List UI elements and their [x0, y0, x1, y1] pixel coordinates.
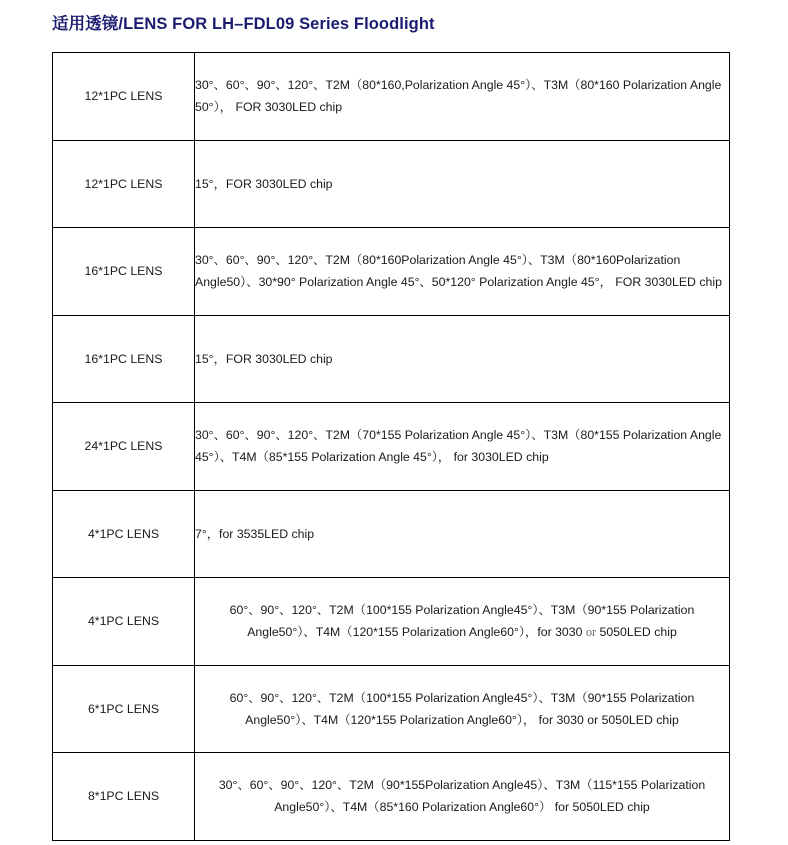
lens-description-cell: 30°、60°、90°、120°、T2M（80*160Polarization Angle 45°）、T3M（80*160Polarization Angle50）、30*90° Polarization Angle 45°、50*120° Polarization Angle 45°， FOR 3030LED chip: [195, 228, 730, 316]
lens-type-cell: 12*1PC LENS: [53, 140, 195, 228]
lens-description-cell: 30°、60°、90°、120°、T2M（90*155Polarization Angle45）、T3M（115*155 Polarization Angle50°）、T4M（85*160 Polarization Angle60°） for 5050LED chip: [195, 753, 730, 841]
table-row: [53, 665, 730, 753]
lens-description-cell: 15°，FOR 3030LED chip: [195, 315, 730, 403]
table-body: [53, 53, 730, 841]
lens-type-cell: 16*1PC LENS: [53, 315, 195, 403]
lens-description-cell: 30°、60°、90°、120°、T2M（70*155 Polarization Angle 45°）、T3M（80*155 Polarization Angle 45°）、T4M（85*155 Polarization Angle 45°）， for 3030LED chip: [195, 403, 730, 491]
table-row: [53, 53, 730, 141]
table-row: [53, 490, 730, 578]
table-row: [53, 315, 730, 403]
lens-type-cell: 4*1PC LENS: [53, 578, 195, 666]
table-row: [53, 228, 730, 316]
lens-type-cell: 6*1PC LENS: [53, 665, 195, 753]
lens-description-cell: 7°，for 3535LED chip: [195, 490, 730, 578]
lens-description-cell: 60°、90°、120°、T2M（100*155 Polarization Angle45°）、T3M（90*155 Polarization Angle50°）、T4M（120*155 Polarization Angle60°），for 3030 or 5050LED chip: [195, 578, 730, 666]
table-row: [53, 753, 730, 841]
lens-specification-table: [52, 52, 730, 841]
table-row: [53, 140, 730, 228]
lens-type-cell: 12*1PC LENS: [53, 53, 195, 141]
lens-type-cell: 24*1PC LENS: [53, 403, 195, 491]
lens-type-cell: 16*1PC LENS: [53, 228, 195, 316]
lens-type-cell: 4*1PC LENS: [53, 490, 195, 578]
lens-description-cell: 30°、60°、90°、120°、T2M（80*160,Polarization Angle 45°）、T3M（80*160 Polarization Angle 50°）， FOR 3030LED chip: [195, 53, 730, 141]
page-title: 适用透镜/LENS FOR LH–FDL09 Series Floodlight: [52, 15, 435, 33]
table-row: [53, 403, 730, 491]
lens-description-cell: 15°，FOR 3030LED chip: [195, 140, 730, 228]
lens-description-cell: 60°、90°、120°、T2M（100*155 Polarization Angle45°）、T3M（90*155 Polarization Angle50°）、T4M（120*155 Polarization Angle60°）， for 3030 or 5050LED chip: [195, 665, 730, 753]
table-row: [53, 578, 730, 666]
lens-type-cell: 8*1PC LENS: [53, 753, 195, 841]
